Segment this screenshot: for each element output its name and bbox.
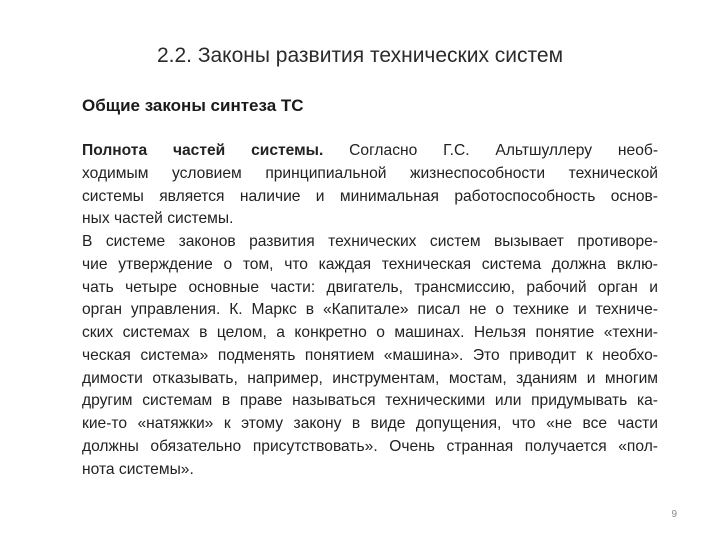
paragraph-1-line: системы является наличие и минимальная работоспособность основ- xyxy=(82,187,658,205)
paragraph-2-line: нота системы». xyxy=(82,460,194,478)
bold-lead: Полнота частей системы. xyxy=(82,142,324,159)
paragraph-1-line: ходимым условием принципиальной жизнеспособности технической xyxy=(82,164,658,182)
paragraph-1-line: Полнота частей системы. Согласно Г.С. Альтшуллеру необ- xyxy=(82,142,659,159)
paragraph-2-line: чать четыре основные части: двигатель, трансмиссию, рабочий орган и xyxy=(82,278,658,296)
paragraph-2-line: кие-то «натяжки» к этому закону в виде допущения, что «не все части xyxy=(82,415,658,432)
paragraph-2-line: В системе законов развития технических систем вызывает противоре- xyxy=(82,233,658,250)
paragraph-2-line: другим системам в праве называться техническими или придумывать ка- xyxy=(82,392,658,410)
paragraph-2-line: ческая система» подменять понятием «машина». Это приводит к необхо- xyxy=(82,346,658,364)
page-number: 9 xyxy=(671,509,677,520)
paragraph-1-line: ных частей системы. xyxy=(82,210,234,228)
paragraph-2-line: димости отказывать, например, инструментам, мостам, зданиям и многим xyxy=(82,369,658,387)
body-text xyxy=(82,140,658,481)
paragraph-2-line: орган управления. К. Маркс в «Капитале» писал не о технике и техниче- xyxy=(82,301,658,319)
paragraph-2-line: должны обязательно присутствовать». Очень странная получается «пол- xyxy=(82,437,658,455)
slide-title: 2.2. Законы развития технических систем xyxy=(156,44,564,67)
paragraph-2-line: ских системах в целом, а конкретно о машинах. Нельзя понятие «техни- xyxy=(82,324,658,341)
paragraph-2-line: чие утверждение о том, что каждая техническая система должна вклю- xyxy=(82,255,658,273)
section-subtitle: Общие законы синтеза ТС xyxy=(82,96,304,115)
